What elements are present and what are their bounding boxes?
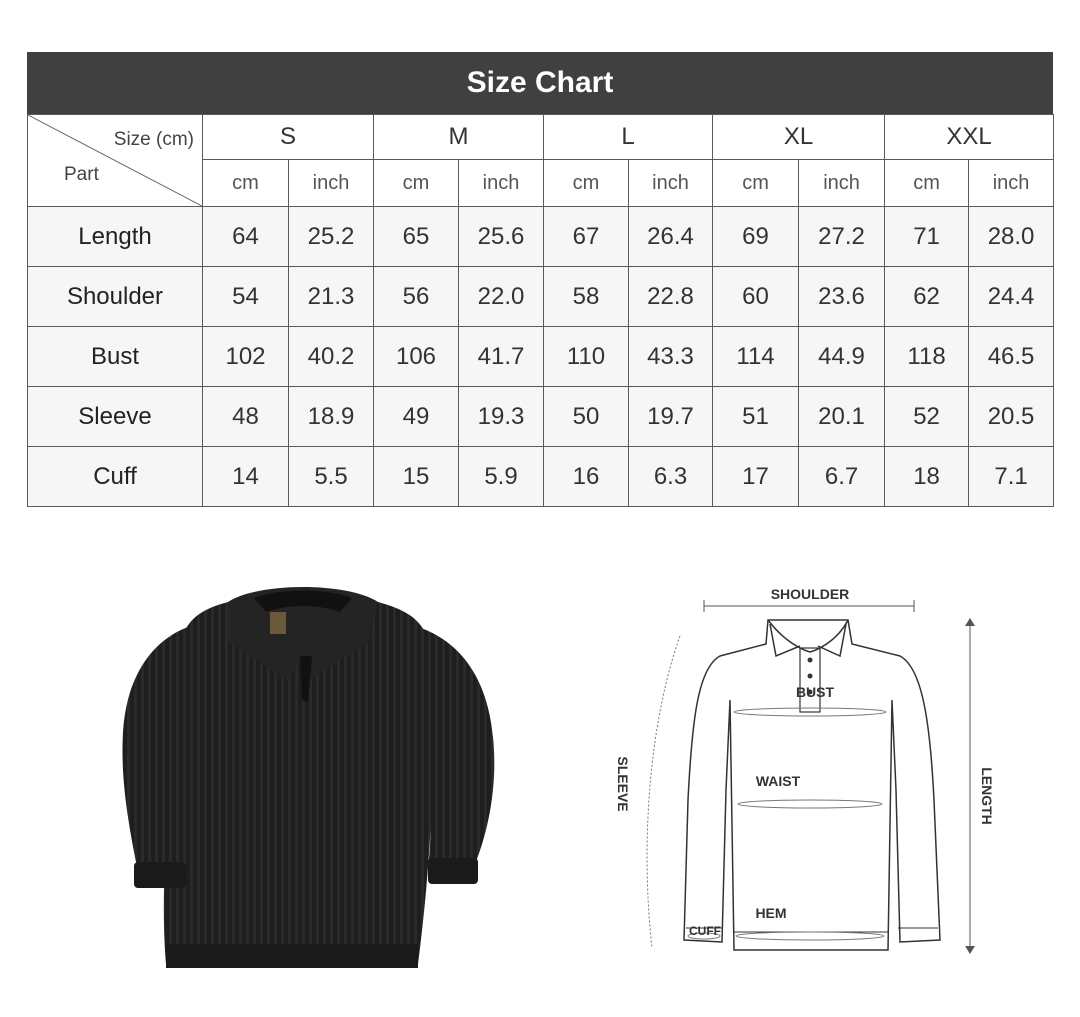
table-row <box>28 447 1054 507</box>
table-cell: 54 <box>203 267 289 327</box>
part-name: Length <box>28 207 203 267</box>
unit-header: inch <box>799 160 885 207</box>
table-cell: 40.2 <box>289 327 374 387</box>
table-cell: 41.7 <box>459 327 544 387</box>
table-cell: 44.9 <box>799 327 885 387</box>
bust-label: BUST <box>795 684 835 700</box>
sweater-photo <box>78 572 548 982</box>
size-header: XL <box>713 115 885 160</box>
table-cell: 60 <box>713 267 799 327</box>
table-cell: 65 <box>374 207 459 267</box>
table-cell: 19.3 <box>459 387 544 447</box>
unit-header: cm <box>885 160 969 207</box>
table-cell: 62 <box>885 267 969 327</box>
size-table <box>27 114 1054 507</box>
unit-header: inch <box>629 160 713 207</box>
table-cell: 18.9 <box>289 387 374 447</box>
table-cell: 24.4 <box>969 267 1054 327</box>
size-chart <box>27 52 1053 507</box>
unit-header: cm <box>203 160 289 207</box>
table-cell: 17 <box>713 447 799 507</box>
part-name: Cuff <box>28 447 203 507</box>
shoulder-label: SHOULDER <box>770 586 850 602</box>
table-cell: 28.0 <box>969 207 1054 267</box>
table-cell: 22.8 <box>629 267 713 327</box>
cuff-label: CUFF <box>689 924 721 938</box>
waist-label: WAIST <box>755 773 801 789</box>
table-cell: 7.1 <box>969 447 1054 507</box>
table-cell: 71 <box>885 207 969 267</box>
table-cell: 49 <box>374 387 459 447</box>
sleeve-label: SLEEVE <box>615 756 631 812</box>
table-cell: 50 <box>544 387 629 447</box>
size-header: M <box>374 115 544 160</box>
size-header: L <box>544 115 713 160</box>
corner-size-label: Size (cm) <box>113 129 194 150</box>
unit-header: inch <box>969 160 1054 207</box>
table-cell: 114 <box>713 327 799 387</box>
table-cell: 52 <box>885 387 969 447</box>
size-header-row <box>28 115 1054 160</box>
corner-cell <box>28 115 203 207</box>
brand-label <box>270 612 286 634</box>
table-cell: 5.5 <box>289 447 374 507</box>
hem-label: HEM <box>755 905 787 921</box>
table-cell: 64 <box>203 207 289 267</box>
table-cell: 23.6 <box>799 267 885 327</box>
unit-header: inch <box>289 160 374 207</box>
table-row <box>28 327 1054 387</box>
table-cell: 27.2 <box>799 207 885 267</box>
table-cell: 51 <box>713 387 799 447</box>
unit-header: cm <box>713 160 799 207</box>
size-header: XXL <box>885 115 1054 160</box>
table-cell: 5.9 <box>459 447 544 507</box>
part-name: Sleeve <box>28 387 203 447</box>
table-cell: 106 <box>374 327 459 387</box>
table-cell: 25.2 <box>289 207 374 267</box>
table-cell: 26.4 <box>629 207 713 267</box>
table-cell: 102 <box>203 327 289 387</box>
table-cell: 56 <box>374 267 459 327</box>
size-chart-title: Size Chart <box>27 52 1053 114</box>
table-cell: 46.5 <box>969 327 1054 387</box>
table-cell: 25.6 <box>459 207 544 267</box>
table-cell: 16 <box>544 447 629 507</box>
table-cell: 14 <box>203 447 289 507</box>
part-name: Shoulder <box>28 267 203 327</box>
unit-header: cm <box>544 160 629 207</box>
size-header: S <box>203 115 374 160</box>
table-cell: 20.1 <box>799 387 885 447</box>
table-cell: 6.7 <box>799 447 885 507</box>
table-cell: 15 <box>374 447 459 507</box>
table-cell: 58 <box>544 267 629 327</box>
part-name: Bust <box>28 327 203 387</box>
table-cell: 48 <box>203 387 289 447</box>
table-cell: 69 <box>713 207 799 267</box>
corner-part-label: Part <box>64 164 99 185</box>
table-cell: 21.3 <box>289 267 374 327</box>
measurement-diagram <box>600 580 1020 970</box>
unit-header: cm <box>374 160 459 207</box>
table-cell: 18 <box>885 447 969 507</box>
table-cell: 22.0 <box>459 267 544 327</box>
length-label: LENGTH <box>979 767 995 825</box>
table-cell: 67 <box>544 207 629 267</box>
table-row <box>28 387 1054 447</box>
table-cell: 118 <box>885 327 969 387</box>
table-cell: 43.3 <box>629 327 713 387</box>
table-cell: 110 <box>544 327 629 387</box>
table-cell: 20.5 <box>969 387 1054 447</box>
table-cell: 19.7 <box>629 387 713 447</box>
table-row <box>28 207 1054 267</box>
table-cell: 6.3 <box>629 447 713 507</box>
unit-header: inch <box>459 160 544 207</box>
table-row <box>28 267 1054 327</box>
